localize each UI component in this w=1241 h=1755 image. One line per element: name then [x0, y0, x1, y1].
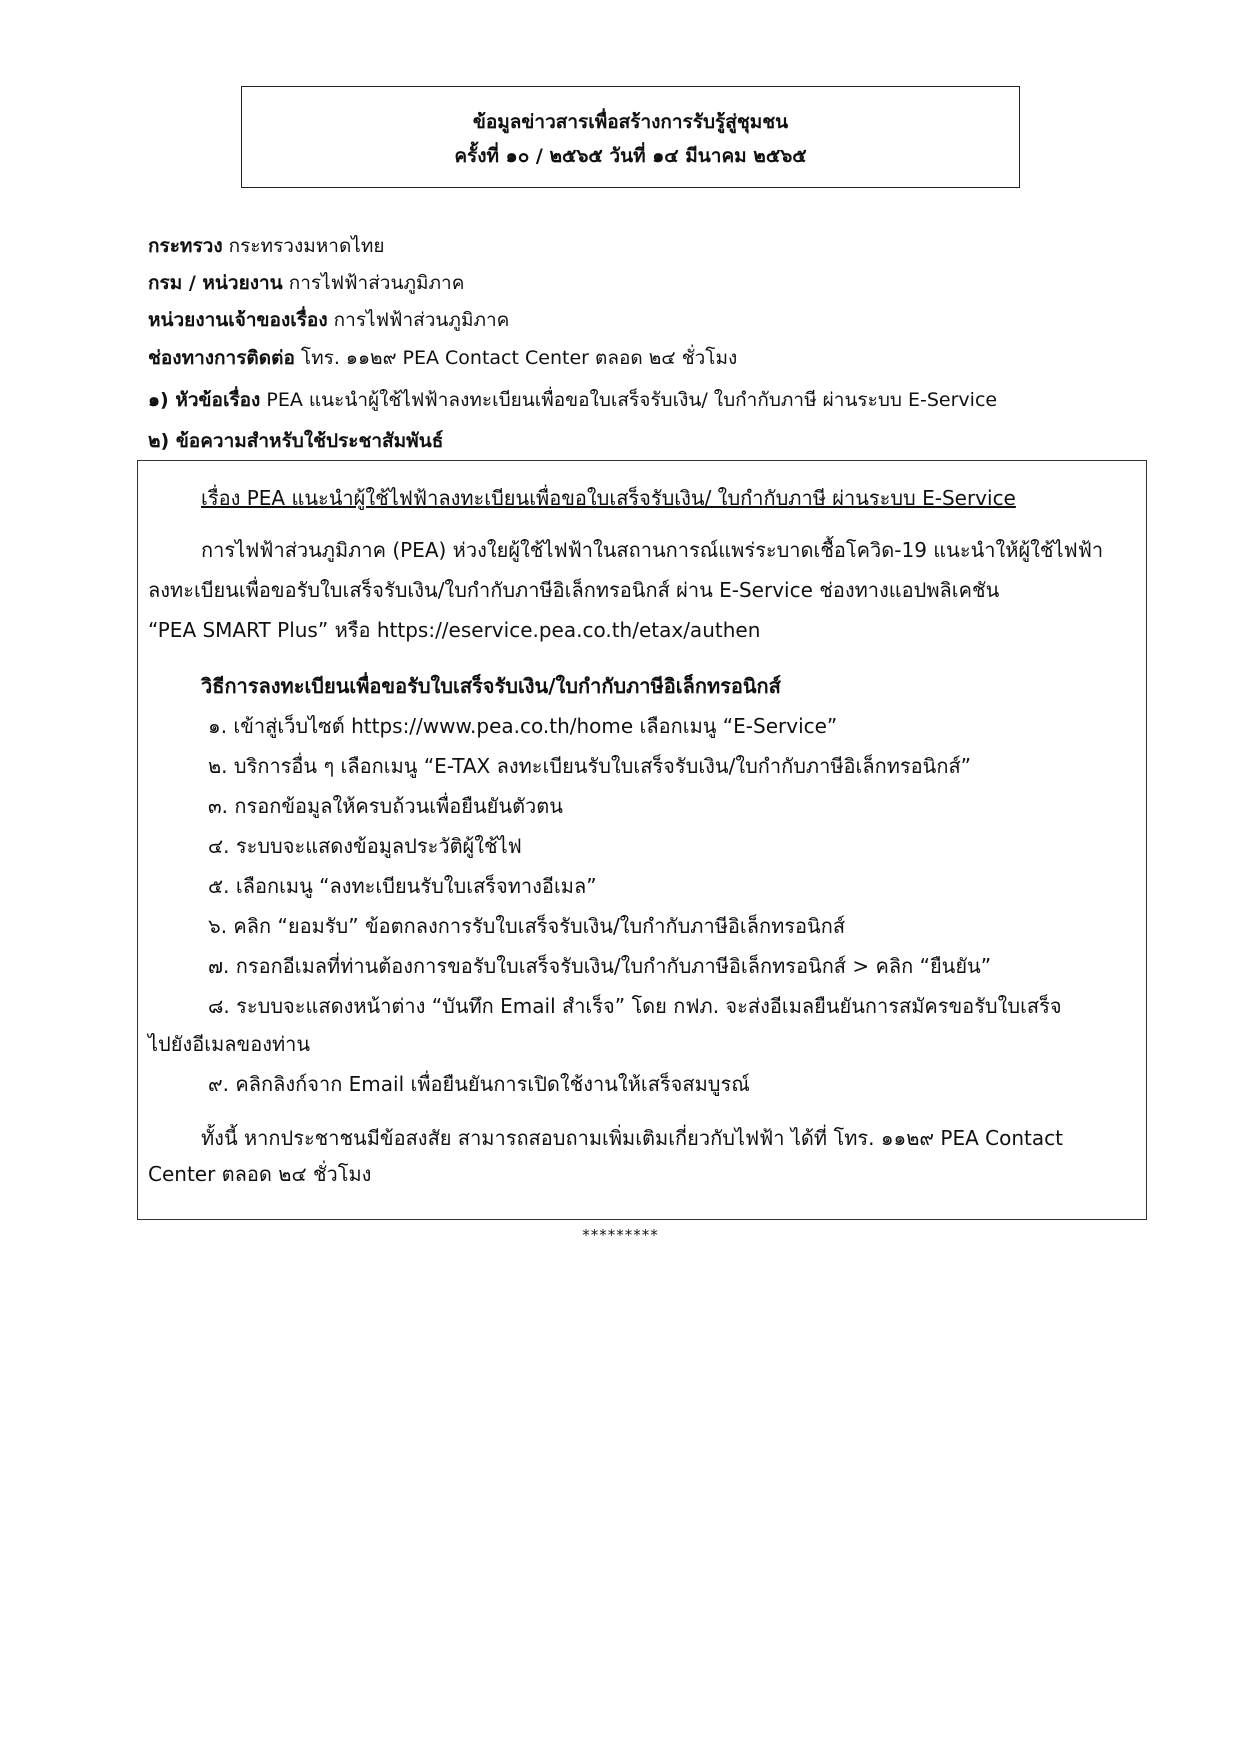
pr-step-3: ๓. กรอกข้อมูลให้ครบถ้วนเพื่อยืนยันตัวตน	[208, 794, 563, 818]
meta-owner-label: หน่วยงานเจ้าของเรื่อง	[148, 309, 328, 331]
meta-topic-label: ๑) หัวข้อเรื่อง	[148, 389, 261, 411]
meta-department-value: การไฟฟ้าส่วนภูมิภาค	[288, 272, 465, 294]
meta-message	[148, 428, 443, 454]
meta-contact-value: โทร. ๑๑๒๙ PEA Contact Center ตลอด ๒๔ ชั่วโมง	[300, 347, 738, 369]
pr-step-9: ๙. คลิกลิงก์จาก Email เพื่อยืนยันการเปิดใช้งานให้เสร็จสมบูรณ์	[208, 1072, 750, 1096]
meta-contact	[148, 345, 737, 371]
title-line-1: ข้อมูลข่าวสารเพื่อสร้างการรับรู้สู่ชุมชน	[472, 111, 789, 133]
pr-step-8-line-1: ๘. ระบบจะแสดงหน้าต่าง “บันทึก Email สำเร็จ” โดย กฟภ. จะส่งอีเมลยืนยันการสมัครขอรับใบเสร็จ	[208, 994, 1062, 1018]
meta-message-label: ๒) ข้อความสำหรับใช้ประชาสัมพันธ์	[148, 430, 444, 452]
title-box	[241, 86, 1020, 188]
meta-ministry-value: กระทรวงมหาดไทย	[228, 235, 385, 257]
press-release-box	[137, 460, 1147, 1220]
meta-topic	[148, 387, 997, 413]
title-line-2: ครั้งที่ ๑๐ / ๒๕๖๕ วันที่ ๑๔ มีนาคม ๒๕๖๕	[454, 145, 807, 167]
pr-intro-line-2: ลงทะเบียนเพื่อขอรับใบเสร็จรับเงิน/ใบกำกับภาษีอิเล็กทรอนิกส์ ผ่าน E-Service ช่องทางแอปพลิเคชัน	[148, 578, 1000, 602]
pr-steps-heading: วิธีการลงทะเบียนเพื่อขอรับใบเสร็จรับเงิน/ใบกำกับภาษีอิเล็กทรอนิกส์	[201, 674, 781, 698]
meta-ministry	[148, 233, 385, 259]
meta-topic-value: PEA แนะนำผู้ใช้ไฟฟ้าลงทะเบียนเพื่อขอใบเสร็จรับเงิน/ ใบกำกับภาษี ผ่านระบบ E-Service	[266, 389, 998, 411]
pr-headline: เรื่อง PEA แนะนำผู้ใช้ไฟฟ้าลงทะเบียนเพื่อขอใบเสร็จรับเงิน/ ใบกำกับภาษี ผ่านระบบ E-Service	[201, 486, 1016, 510]
pr-step-5: ๕. เลือกเมนู “ลงทะเบียนรับใบเสร็จทางอีเมล”	[208, 874, 597, 898]
pr-closing-line-2: Center ตลอด ๒๔ ชั่วโมง	[148, 1162, 372, 1186]
meta-owner	[148, 307, 509, 333]
pr-step-1: ๑. เข้าสู่เว็บไซต์ https://www.pea.co.th/home เลือกเมนู “E-Service”	[208, 714, 838, 738]
meta-owner-value: การไฟฟ้าส่วนภูมิภาค	[333, 309, 510, 331]
end-marker: *********	[582, 1226, 659, 1244]
pr-step-4: ๔. ระบบจะแสดงข้อมูลประวัติผู้ใช้ไฟ	[208, 834, 522, 858]
pr-closing-line-1: ทั้งนี้ หากประชาชนมีข้อสงสัย สามารถสอบถามเพิ่มเติมเกี่ยวกับไฟฟ้า ได้ที่ โทร. ๑๑๒๙ PEA Contact	[201, 1126, 1063, 1150]
pr-intro-line-1: การไฟฟ้าส่วนภูมิภาค (PEA) ห่วงใยผู้ใช้ไฟฟ้าในสถานการณ์แพร่ระบาดเชื้อโควิด-19 แนะนำให้ผู้ใช้ไฟฟ้า	[201, 538, 1104, 562]
pr-intro-line-3: “PEA SMART Plus” หรือ https://eservice.pea.co.th/etax/authen	[148, 618, 761, 642]
pr-step-8-line-2: ไปยังอีเมลของท่าน	[148, 1032, 311, 1056]
pr-step-6: ๖. คลิก “ยอมรับ” ข้อตกลงการรับใบเสร็จรับเงิน/ใบกำกับภาษีอิเล็กทรอนิกส์	[208, 914, 846, 938]
meta-ministry-label: กระทรวง	[148, 235, 223, 257]
meta-contact-label: ช่องทางการติดต่อ	[148, 347, 295, 369]
pr-step-7: ๗. กรอกอีเมลที่ท่านต้องการขอรับใบเสร็จรับเงิน/ใบกำกับภาษีอิเล็กทรอนิกส์ > คลิก “ยืนยัน”	[208, 954, 992, 978]
meta-department	[148, 270, 464, 296]
meta-department-label: กรม / หน่วยงาน	[148, 272, 283, 294]
pr-step-2: ๒. บริการอื่น ๆ เลือกเมนู “E-TAX ลงทะเบียนรับใบเสร็จรับเงิน/ใบกำกับภาษีอิเล็กทรอนิกส์”	[208, 754, 972, 778]
